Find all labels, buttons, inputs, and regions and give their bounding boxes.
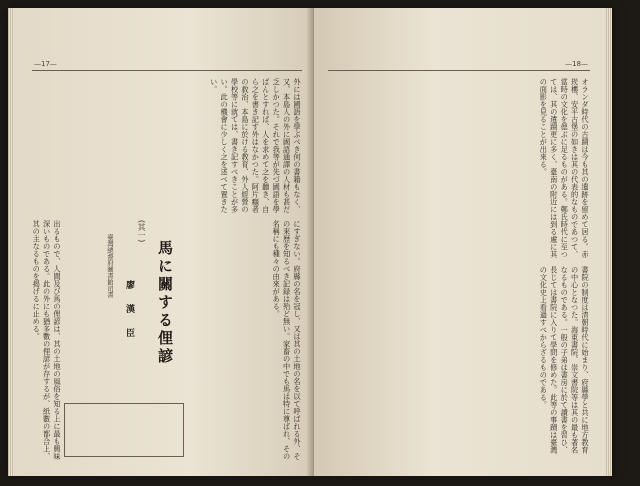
inset-box — [64, 403, 184, 457]
body-text-lower-right: 書院の制度は清朝時代に始まり、府縣學と共に地方教育の中心となつた。海東書院、崇文書院等は其の最も著名なるものである。一般の子弟は書房に於て讀書を習ひ、長じては書院に入りて學問を修めた。此等の事蹟は臺灣の文化史上看過すべからざるものである。 — [539, 266, 590, 454]
article-subtitle: (其一) — [137, 220, 146, 243]
right-page — [314, 8, 612, 476]
article-title: 馬に關する俚諺 — [156, 240, 174, 366]
page-edge-left — [8, 8, 14, 476]
body-text-top-left: 外には國語を學ぶべき何の書籍もなく、又、本島人の外に國語通譯の人材も甚だ乏しかつた。それで我等が先づ國語を學ばんとすれば、人を求めて之を聽き、自ら之を書き記す外はなかつた。阿片癮者の救治、本島に於ける教育、外人經營の學校等に就ては、書き記すべきことが多い。此の機會に少しく之を述べて置きたい。 — [209, 78, 302, 213]
book-spread — [8, 8, 612, 476]
header-rule-right — [328, 70, 590, 71]
author-affiliation: 臺灣總督府圖書館司書 — [106, 234, 114, 298]
body-text-top-right: オランダ時代の古蹟は今も其の遺跡を留めて居る。赤崁樓、安平古堡の如きは其の代表的なものであつて、當時の文化を偲ぶに足るものがある。鄭氏時代に至つては、其の遺蹟更に多く、臺南の附近には到る處に其の面影を見ることが出來る。 — [539, 78, 590, 258]
body-text-lower-left: 出るもので、人間及び馬の俚諺は、其の土地の風俗を知る上に最も興味深いものである。此の外にも猶多數の俚諺が存するが、紙數の都合上、其の主なるものを揭げるに止める。 — [32, 220, 62, 460]
author-name: 廖 漢 臣 — [124, 280, 134, 344]
page-number-right: —18— — [565, 60, 588, 68]
left-page — [8, 8, 314, 476]
header-rule-left — [32, 70, 302, 71]
body-text-mid-left: にすぎない。府縣の名を冠し、又は其の土地の名を以て呼ばれる外、その來歴を知るべき記録は殆ど無い。家畜の中でも馬は特に尊ばれ、その名稱にも種々の由來がある。 — [272, 220, 302, 460]
page-number-left: —17— — [34, 60, 57, 68]
page-edge-right — [606, 8, 612, 476]
